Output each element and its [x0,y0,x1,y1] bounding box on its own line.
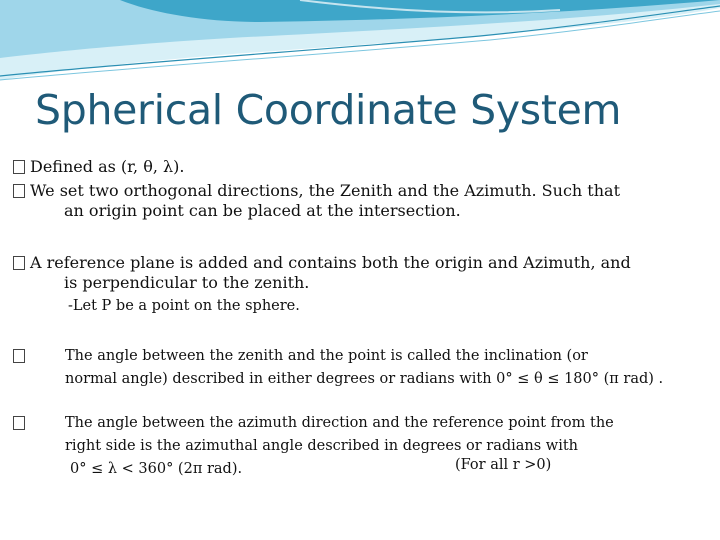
bullet-box-icon [13,416,25,430]
bullet-item [13,346,683,389]
side-note: (For all r >0) [455,457,552,473]
page-title: Spherical Coordinate System [35,86,622,134]
bullet-line: right side is the azimuthal angle described in degrees or radians with [65,438,579,454]
bullet-line: is perpendicular to the zenith. [64,273,310,292]
bullet-line: The angle between the azimuth direction and the reference point from the [65,415,614,431]
bullet-line: A reference plane is added and contains both the origin and Azimuth, and [30,253,631,272]
bullet-line: 0° ≤ λ < 360° (2π rad). [70,461,243,477]
bullet-box-icon [13,256,25,270]
header-wave-decoration [0,0,720,90]
sub-point: -Let P be a point on the sphere. [68,298,300,314]
bullet-item [13,413,683,479]
bullet-line: an origin point can be placed at the intersection. [64,201,461,220]
bullet-line: The angle between the zenith and the point is called the inclination (or [65,348,588,364]
bullet-box-icon [13,349,25,363]
bullet-line: We set two orthogonal directions, the Zenith and the Azimuth. Such that [30,181,620,200]
bullet-box-icon [13,160,25,174]
bullet-line: Defined as (r, θ, λ). [30,157,185,176]
bullet-item [13,181,683,221]
bullet-item [13,157,184,177]
bullet-line: normal angle) described in either degrees or radians with 0° ≤ θ ≤ 180° (π rad) . [65,371,664,387]
bullet-box-icon [13,184,25,198]
bullet-item [13,253,683,293]
